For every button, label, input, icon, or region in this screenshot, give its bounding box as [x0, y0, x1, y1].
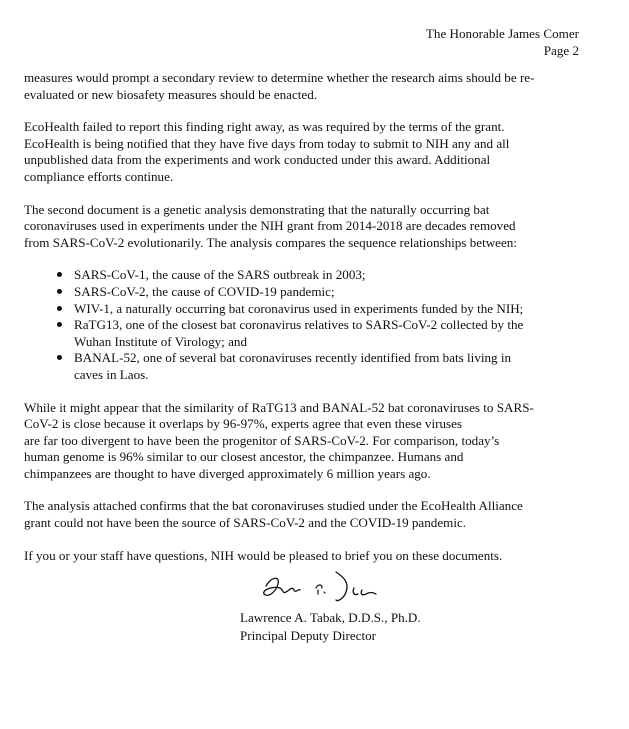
signer-title: Principal Deputy Director	[240, 627, 376, 643]
recipient-name: The Honorable James Comer	[425, 26, 579, 41]
letter-body	[24, 70, 592, 564]
text-line: WIV-1, a naturally occurring bat coronavirus used in experiments funded by the NIH;	[74, 300, 524, 316]
text-line: evaluated or new biosafety measures should be enacted.	[24, 86, 318, 102]
handwritten-signature	[258, 568, 398, 608]
text-line: human genome is 96% similar to our closest ancestor, the chimpanzee. Humans and	[24, 449, 464, 465]
bullet-icon	[57, 322, 62, 327]
signature-block	[240, 609, 421, 644]
list-item-banal-52	[24, 350, 592, 383]
paragraph-similarity	[24, 400, 592, 483]
text-line: SARS-CoV-2, the cause of COVID-19 pandemic;	[74, 283, 335, 299]
list-item-sars-cov-1	[24, 267, 592, 284]
text-line: The second document is a genetic analysis demonstrating that the naturally occurring bat	[24, 201, 490, 217]
text-line: RaTG13, one of the closest bat coronavirus relatives to SARS-CoV-2 collected by the	[74, 317, 524, 333]
paragraph-ecohealth-failure	[24, 119, 592, 185]
bullet-icon	[57, 355, 62, 360]
paragraph-conclusion	[24, 498, 592, 531]
text-line: If you or your staff have questions, NIH would be pleased to brief you on these documents.	[24, 547, 503, 563]
bullet-icon	[57, 272, 62, 277]
virus-list	[24, 267, 592, 383]
text-line: chimpanzees are thought to have diverged approximately 6 million years ago.	[24, 465, 431, 481]
page-number: Page 2	[543, 43, 579, 58]
text-line: from SARS-CoV-2 evolutionarily. The analysis compares the sequence relationships between:	[24, 234, 517, 250]
text-line: The analysis attached confirms that the bat coronaviruses studied under the EcoHealth Alliance	[24, 498, 523, 514]
paragraph-genetic-analysis	[24, 202, 592, 252]
text-line: CoV-2 is close because it overlaps by 96-97%, experts agree that even these viruses	[24, 416, 463, 432]
paragraph-questions	[24, 548, 592, 565]
paragraph-biosafety-review	[24, 70, 592, 103]
list-item-sars-cov-2	[24, 284, 592, 301]
text-line: EcoHealth failed to report this finding right away, as was required by the terms of the grant.	[24, 119, 505, 135]
bullet-icon	[57, 306, 62, 311]
text-line: unpublished data from the experiments and work conducted under this award. Additional	[24, 152, 491, 168]
text-line: coronaviruses used in experiments under the NIH grant from 2014-2018 are decades removed	[24, 218, 516, 234]
text-line: caves in Laos.	[74, 366, 149, 382]
text-line: Wuhan Institute of Virology; and	[74, 333, 247, 349]
text-line: are far too divergent to have been the progenitor of SARS-CoV-2. For comparison, today’s	[24, 432, 500, 448]
text-line: measures would prompt a secondary review to determine whether the research aims should be re-	[24, 70, 535, 85]
list-item-wiv-1	[24, 301, 592, 318]
text-line: BANAL-52, one of several bat coronaviruses recently identified from bats living in	[74, 350, 512, 366]
text-line: grant could not have been the source of SARS-CoV-2 and the COVID-19 pandemic.	[24, 515, 467, 531]
bullet-icon	[57, 289, 62, 294]
text-line: compliance efforts continue.	[24, 168, 174, 184]
text-line: SARS-CoV-1, the cause of the SARS outbreak in 2003;	[74, 267, 366, 283]
page-header	[426, 25, 579, 59]
list-item-ratg13	[24, 317, 592, 350]
signer-name: Lawrence A. Tabak, D.D.S., Ph.D.	[240, 610, 421, 625]
text-line: While it might appear that the similarity of RaTG13 and BANAL-52 bat coronaviruses to SARS-	[24, 399, 534, 415]
text-line: EcoHealth is being notified that they have five days from today to submit to NIH any and all	[24, 135, 510, 151]
